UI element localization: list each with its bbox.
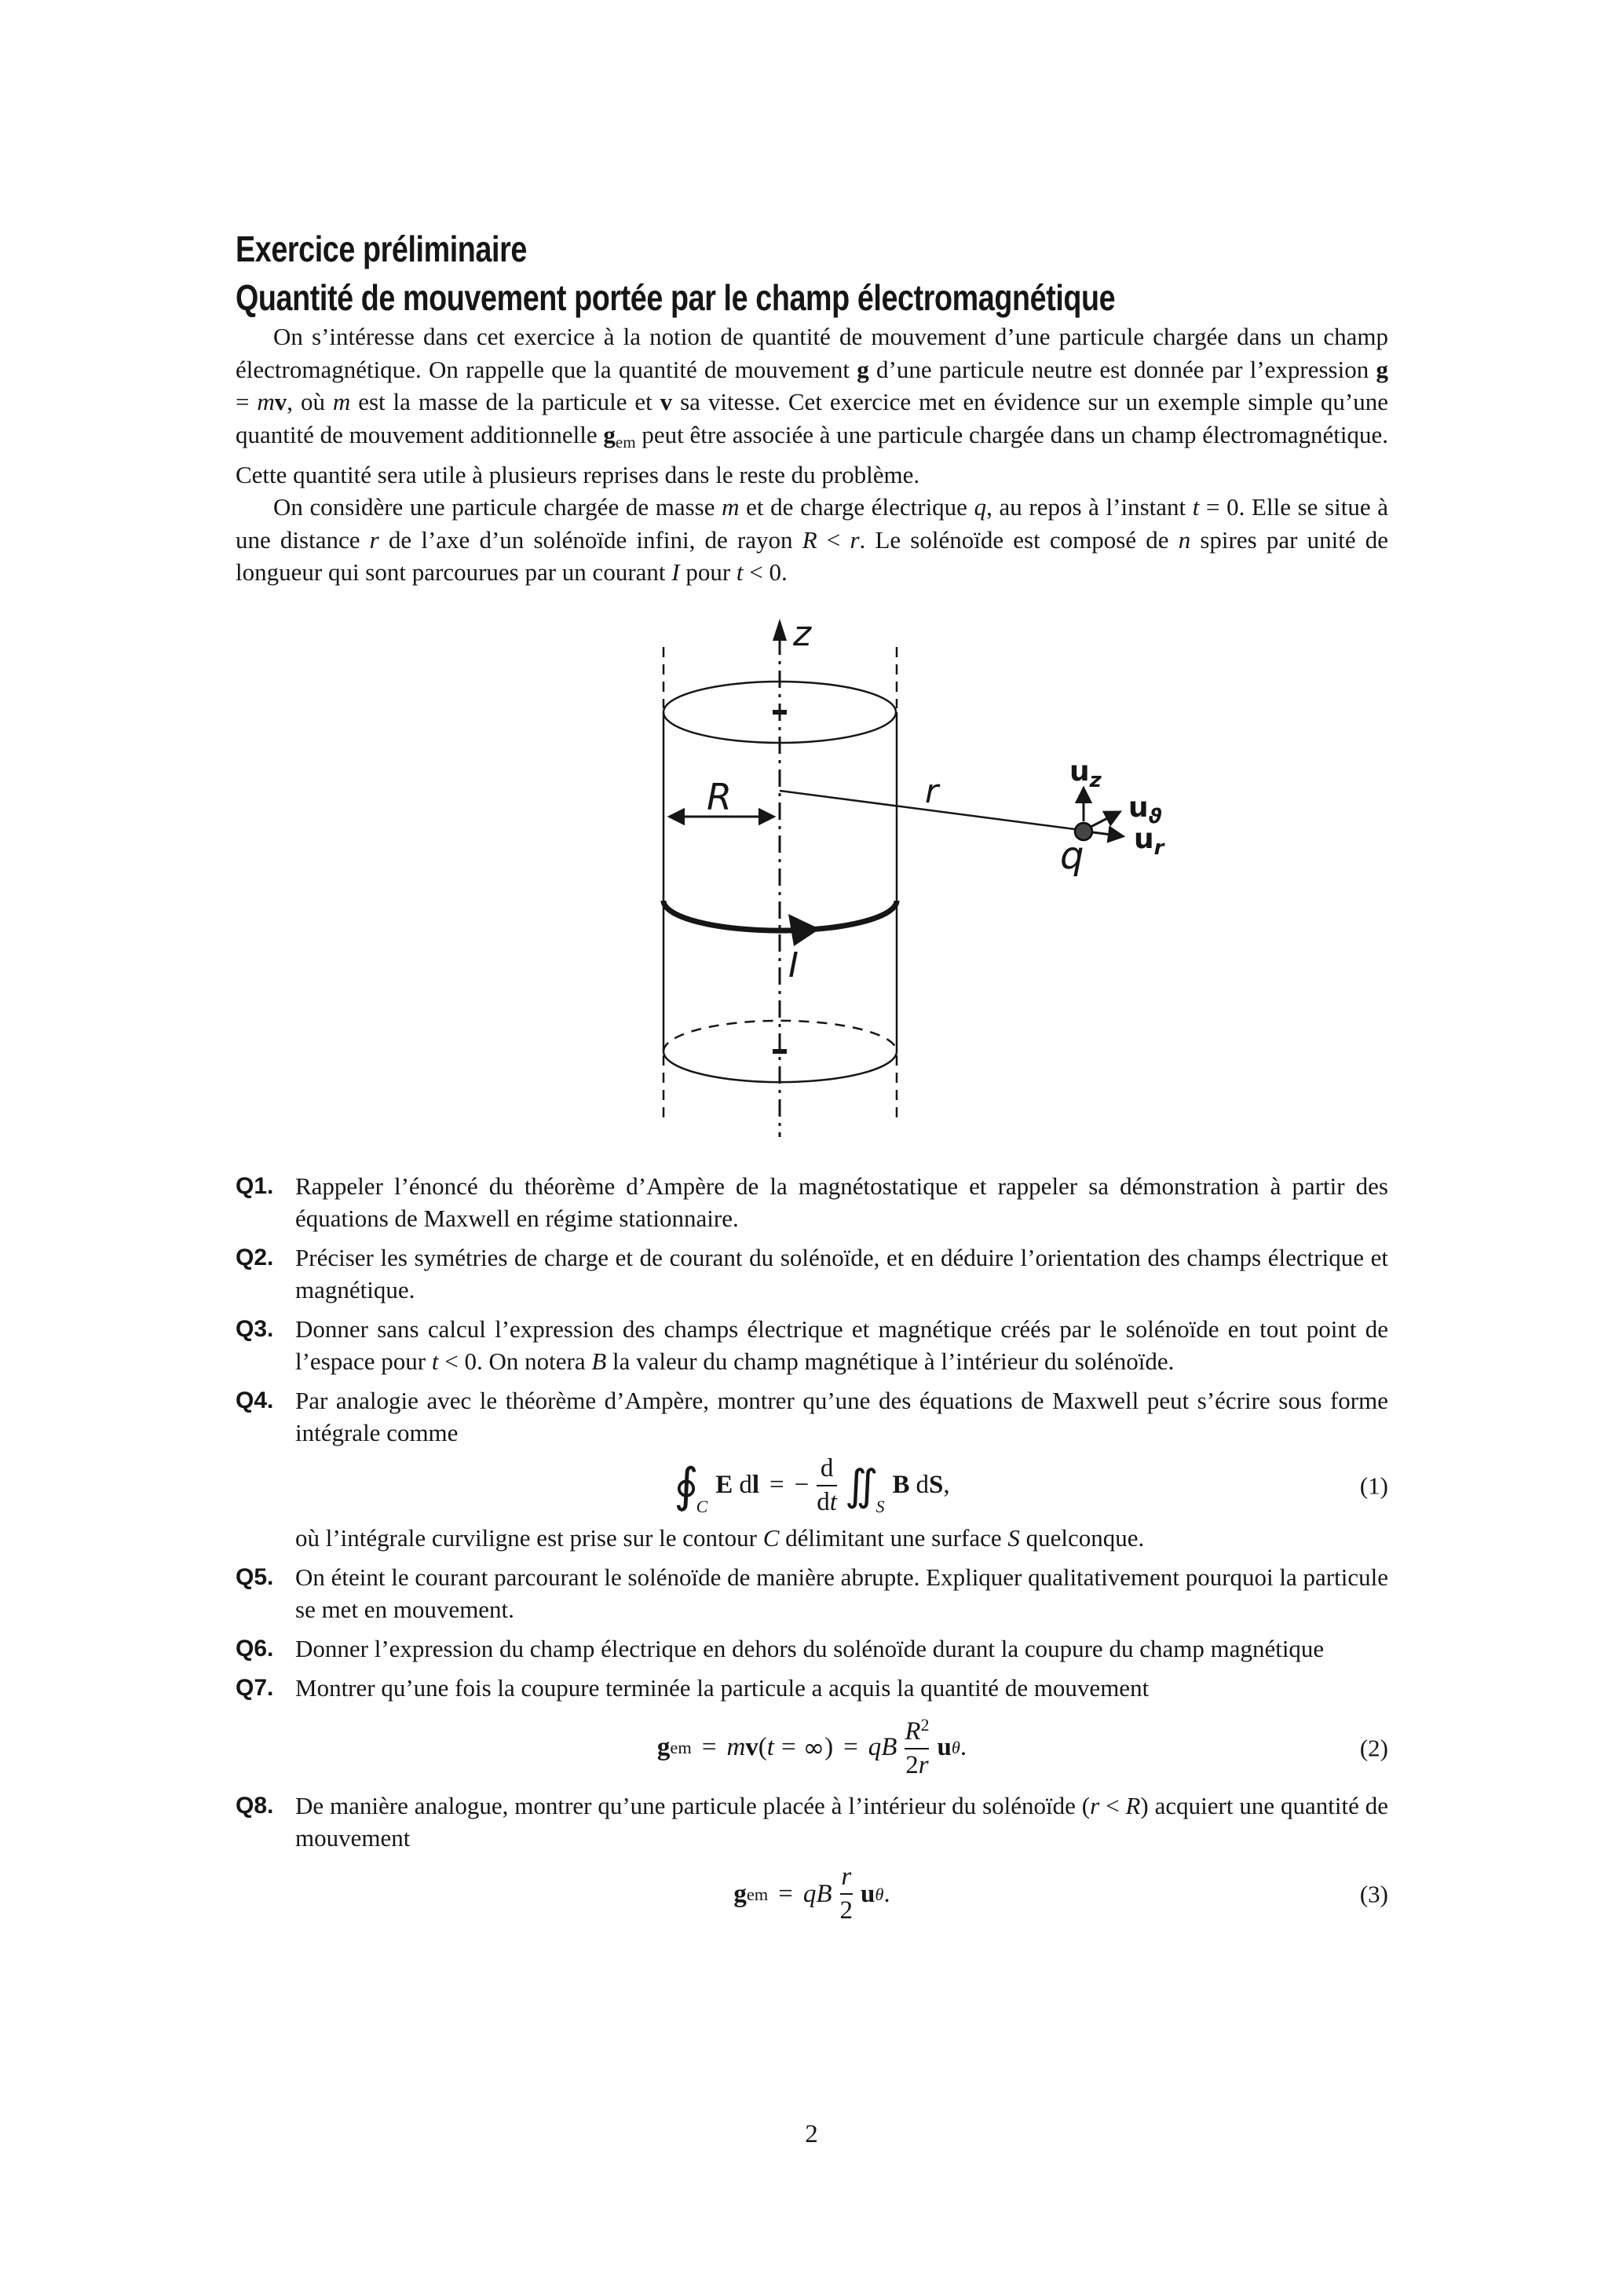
equation-1 [236,1455,1388,1515]
utheta-vector-arrow [1091,812,1120,827]
utheta-vector-label: $u_ϑ$ [1128,792,1162,828]
time-derivative-fraction: $\frac{d}{dt}$ [817,1454,837,1516]
question-q1 [236,1170,1388,1234]
question-q8-label: Q8. [236,1793,274,1819]
question-q1-text: Rappeler l’énoncé du théorème d’Ampère de la magnétostatique et rappeler sa démonstration à partir des équations de Maxwell en régime stationnaire. [295,1172,1388,1232]
equation-3-number: (3) [1359,1880,1388,1908]
closed-line-integral: ∮ C [674,1457,708,1517]
ur-vector-arrow [1093,832,1123,836]
equation-3 [236,1863,1388,1924]
solenoid-figure [597,606,1241,1156]
radius-label: R [707,776,732,818]
question-q5-label: Q5. [236,1564,274,1591]
question-q4-after-text: où l’intégrale curviligne est prise sur le contour C délimitant une surface S quelconque. [295,1524,1145,1552]
question-q7 [236,1672,1388,1779]
fraction-bar [817,1485,837,1486]
intro-paragraph-1: On s’intéresse dans cet exercice à la notion de quantité de mouvement d’une particule chargée dans un champ électromagnétique. On rappelle que la quantité de mouvement g d’une particule neutre est donnée par l’expression g = mv, où m est la masse de la particule et v sa vitesse. Cet exercice met en évidence sur un exemple simple qu’une quantité de mouvement additionnelle $g_{em}$ peut être associée à une particule chargée dans un champ électromagnétique. Cette quantité sera utile à plusieurs reprises dans le reste du problème. [236,323,1388,488]
question-q4-label: Q4. [236,1387,274,1413]
question-q3 [236,1313,1388,1377]
equation-2 [236,1717,1388,1779]
exercise-title [236,225,1308,322]
question-q3-label: Q3. [236,1316,274,1342]
z-axis-arrowhead-icon [773,619,787,641]
intro-section [236,320,1388,589]
current-label: I [788,945,799,985]
question-q6 [236,1632,1388,1665]
current-arrowhead-icon [788,914,820,946]
question-q4-text: Par analogie avec le théorème d’Ampère, montrer qu’une des équations de Maxwell peut s’écrire sous forme intégrale comme [295,1387,1388,1446]
question-q7-label: Q7. [236,1675,274,1702]
surface-integral: ∬ S [844,1460,885,1517]
question-q8 [236,1790,1388,1924]
uz-vector-label: $u_z$ [1069,755,1102,792]
intro-paragraph-2: On considère une particule chargée de masse m et de charge électrique q, au repos à l’instant t = 0. Elle se situe à une distance r de l’axe d’un solénoïde infini, de rayon R < r. Le solénoïde est composé de n spires par unité de longueur qui sont parcourues par un courant I pour t < 0. [236,493,1389,587]
questions-list [236,1170,1388,1932]
equation-2-number: (2) [1359,1734,1388,1762]
r-over-2-fraction: $\frac{r}{2}$ [839,1863,854,1925]
title-line-2: Quantité de mouvement portée par le champ électromagnétique [236,277,1116,318]
ur-vector-label: $u_r$ [1134,823,1164,860]
equation-1-math: ∮ C E d l = − $\frac{d}{dt}$ ∬ S B d S , [674,1454,950,1517]
question-q3-text: Donner sans calcul l’expression des champs électrique et magnétique créés par le solénoïde en tout point de l’espace pour t < 0. On notera B la valeur du champ magnétique à l’intérieur du solénoïde. [295,1315,1388,1375]
question-q2-label: Q2. [236,1245,274,1270]
page-number: 2 [805,2120,818,2148]
charge-label: q [1060,834,1084,878]
equation-2-math: g em = m v ( t = ∞ ) = q B $\frac{R^2}{2r}$ u θ . [656,1716,967,1779]
question-q7-text: Montrer qu’une fois la coupure terminée la particule a acquis la quantité de mouvement [295,1674,1150,1702]
fraction-bar [840,1893,854,1895]
question-q6-text: Donner l’expression du champ électrique en dehors du solénoïde durant la coupure du champ magnétique [295,1635,1325,1663]
question-q6-label: Q6. [236,1636,274,1662]
question-q8-text: De manière analogue, montrer qu’une particule placée à l’intérieur du solénoïde (r < R) acquiert une quantité de mouvement [295,1792,1389,1852]
title-line-1: Exercice préliminaire [236,229,527,269]
equation-3-math: g em = q B $\frac{r}{2}$ u θ . [733,1863,890,1925]
z-axis-label: z [793,614,812,654]
R-squared-over-2r-fraction: $\frac{R^2}{2r}$ [905,1716,930,1779]
fraction-bar [905,1748,929,1749]
question-q5 [236,1561,1388,1625]
distance-label: r [925,772,939,810]
question-q2 [236,1241,1388,1306]
question-q2-text: Préciser les symétries de charge et de courant du solénoïde, et en déduire l’orientation des champs électrique et magnétique. [295,1244,1388,1303]
question-q1-label: Q1. [236,1173,274,1199]
equation-1-number: (1) [1359,1472,1388,1500]
question-q4 [236,1384,1388,1554]
question-q5-text: On éteint le courant parcourant le solénoïde de manière abrupte. Expliquer qualitativement pourquoi la particule se met en mouvement. [295,1563,1388,1624]
